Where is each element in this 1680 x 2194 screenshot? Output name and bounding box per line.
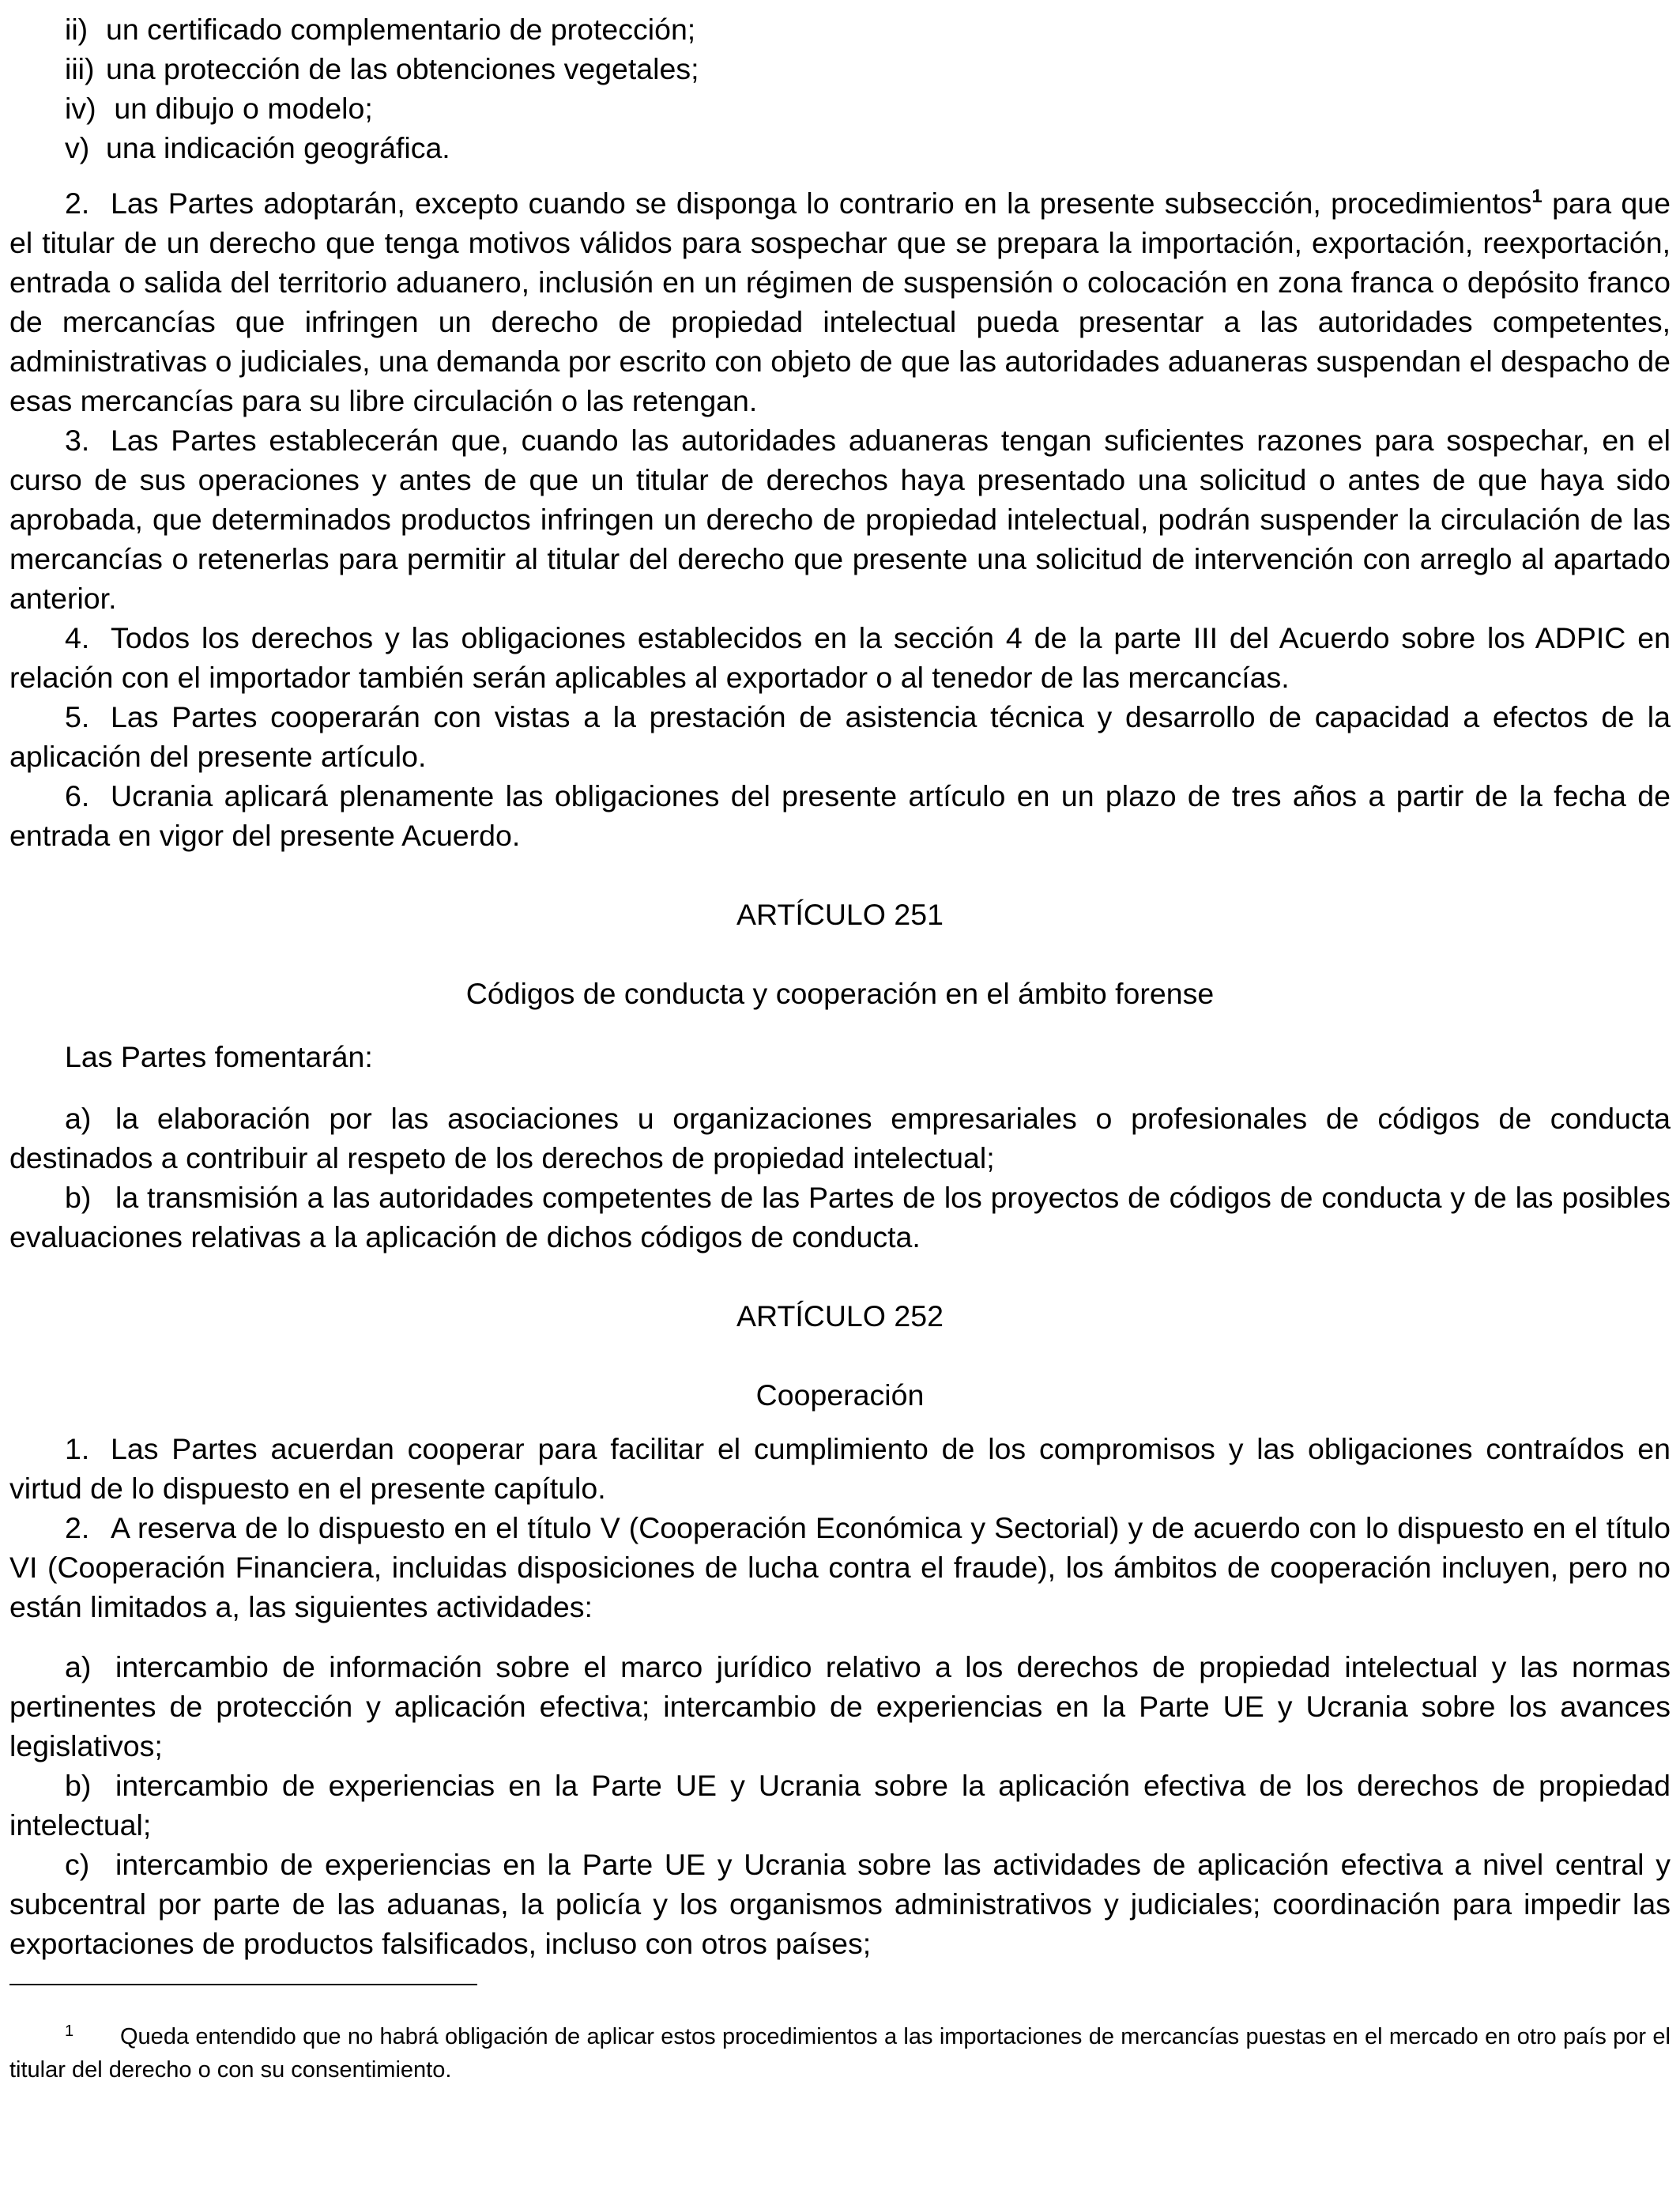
- list-text: una protección de las obtenciones vegetales;: [106, 52, 699, 85]
- document-page: [9, 9, 1671, 1963]
- list-label: iii): [65, 52, 95, 85]
- list-text: intercambio de información sobre el marco jurídico relativo a los derechos de propiedad intelectual y las normas pertinentes de protección y aplicación efectiva; intercambio de experiencias en la Parte UE y Ucrania sobre los avances legislativos;: [9, 1650, 1671, 1762]
- footnote-text: Queda entendido que no habrá obligación de aplicar estos procedimientos a las importaciones de mercancías puestas en el mercado en otro país por el titular del derecho o con su consentimiento.: [9, 2024, 1671, 2083]
- paragraph-number: 1.: [65, 1432, 90, 1465]
- footnote-ref[interactable]: 1: [1531, 186, 1543, 207]
- footnote-separator: [9, 1984, 477, 1985]
- article-title: Cooperación: [755, 1378, 925, 1412]
- list-item: [9, 49, 1671, 89]
- list-label: b): [65, 1769, 92, 1802]
- list-label: v): [65, 131, 90, 164]
- paragraph-3: [9, 420, 1671, 618]
- list-label: b): [65, 1181, 92, 1214]
- list-text: un dibujo o modelo;: [106, 92, 373, 125]
- paragraph-number: 4.: [65, 621, 90, 654]
- paragraph-text: para que el titular de un derecho que tenga motivos válidos para sospechar que se prepara la importación, exportación, reexportación, entrada o salida del territorio aduanero, inclusión en un régimen de suspensión o colocación en zona franca o depósito franco de mercancías que infringen un derecho de propiedad intelectual pueda presentar a las autoridades competentes, administrativas o judiciales, una demanda por escrito con objeto de que las autoridades aduaneras suspendan el despacho de esas mercancías para su libre circulación o las retengan.: [9, 187, 1671, 417]
- list-text: un certificado complementario de protección;: [106, 13, 696, 46]
- paragraph-number: 3.: [65, 424, 90, 457]
- article-title: Códigos de conducta y cooperación en el ámbito forense: [465, 977, 1215, 1010]
- list-item: [9, 9, 1671, 49]
- article-heading: ARTÍCULO 252: [736, 1299, 944, 1333]
- paragraph-4: [9, 618, 1671, 697]
- list-label: a): [65, 1102, 92, 1135]
- paragraph-2: [9, 183, 1671, 420]
- paragraph-text: Ucrania aplicará plenamente las obligaciones del presente artículo en un plazo de tres años a partir de la fecha de entrada en vigor del presente Acuerdo.: [9, 779, 1671, 852]
- paragraph-number: 2.: [65, 1511, 90, 1544]
- list-label: c): [65, 1848, 90, 1881]
- list-item: [9, 1845, 1671, 1963]
- paragraph-1: [9, 1429, 1671, 1508]
- list-text: la transmisión a las autoridades competentes de las Partes de los proyectos de códigos de conducta y de las posibles evaluaciones relativas a la aplicación de dichos códigos de conducta.: [9, 1181, 1671, 1253]
- paragraph-text: Las Partes cooperarán con vistas a la prestación de asistencia técnica y desarrollo de capacidad a efectos de la aplicación del presente artículo.: [9, 700, 1671, 773]
- list-text: intercambio de experiencias en la Parte UE y Ucrania sobre las actividades de aplicación efectiva a nivel central y subcentral por parte de las aduanas, la policía y los organismos administrativos y judiciales; coordinación para impedir las exportaciones de productos falsificados, incluso con otros países;: [9, 1848, 1671, 1960]
- list-item: [9, 1766, 1671, 1845]
- list-item: [9, 89, 1671, 128]
- paragraph-number: 5.: [65, 700, 90, 733]
- list-label: a): [65, 1650, 92, 1683]
- list-text: la elaboración por las asociaciones u organizaciones empresariales o profesionales de códigos de conducta destinados a contribuir al respeto de los derechos de propiedad intelectual;: [9, 1102, 1671, 1174]
- paragraph-5: [9, 697, 1671, 776]
- paragraph-text: Las Partes establecerán que, cuando las autoridades aduaneras tengan suficientes razones para sospechar, en el curso de sus operaciones y antes de que un titular de derechos haya presentado una solicitud o antes de que haya sido aprobada, que determinados productos infringen un derecho de propiedad intelectual, podrán suspender la circulación de las mercancías o retenerlas para permitir al titular del derecho que presente una solicitud de intervención con arreglo al apartado anterior.: [9, 424, 1671, 615]
- list-item: [9, 1647, 1671, 1766]
- intro-list: [9, 9, 1671, 168]
- paragraph-6: [9, 776, 1671, 855]
- paragraph-text: A reserva de lo dispuesto en el título V (Cooperación Económica y Sectorial) y de acuerdo con lo dispuesto en el título VI (Cooperación Financiera, incluidas disposiciones de lucha contra el fraude), los ámbitos de cooperación incluyen, pero no están limitados a, las siguientes actividades:: [9, 1511, 1671, 1623]
- paragraph-text: Todos los derechos y las obligaciones establecidos en la sección 4 de la parte III del Acuerdo sobre los ADPIC en relación con el importador también serán aplicables al exportador o al tenedor de las mercancías.: [9, 621, 1671, 694]
- list-label: iv): [65, 92, 96, 125]
- list-label: ii): [65, 13, 89, 46]
- list-text: intercambio de experiencias en la Parte UE y Ucrania sobre la aplicación efectiva de los derechos de propiedad intelectual;: [9, 1769, 1671, 1842]
- article-heading: ARTÍCULO 251: [736, 898, 944, 931]
- paragraph-2: [9, 1508, 1671, 1627]
- list-item: [9, 1099, 1671, 1178]
- list-text: una indicación geográfica.: [106, 131, 450, 164]
- footnote: 1 Queda entendido que no habrá obligación de aplicar estos procedimientos a las importaciones de mercancías puestas en el mercado en otro país por el titular del derecho o con su consentimiento.: [9, 2022, 1671, 2083]
- paragraph-number: 2.: [65, 187, 90, 220]
- list-item: [9, 1178, 1671, 1257]
- paragraph-number: 6.: [65, 779, 90, 812]
- paragraph-text: Las Partes acuerdan cooperar para facilitar el cumplimiento de los compromisos y las obligaciones contraídos en virtud de lo dispuesto en el presente capítulo.: [9, 1432, 1671, 1505]
- list-item: [9, 128, 1671, 168]
- article-intro: Las Partes fomentarán:: [65, 1040, 373, 1073]
- paragraph-text: Las Partes adoptarán, excepto cuando se disponga lo contrario en la presente subsección, procedimientos: [111, 187, 1532, 220]
